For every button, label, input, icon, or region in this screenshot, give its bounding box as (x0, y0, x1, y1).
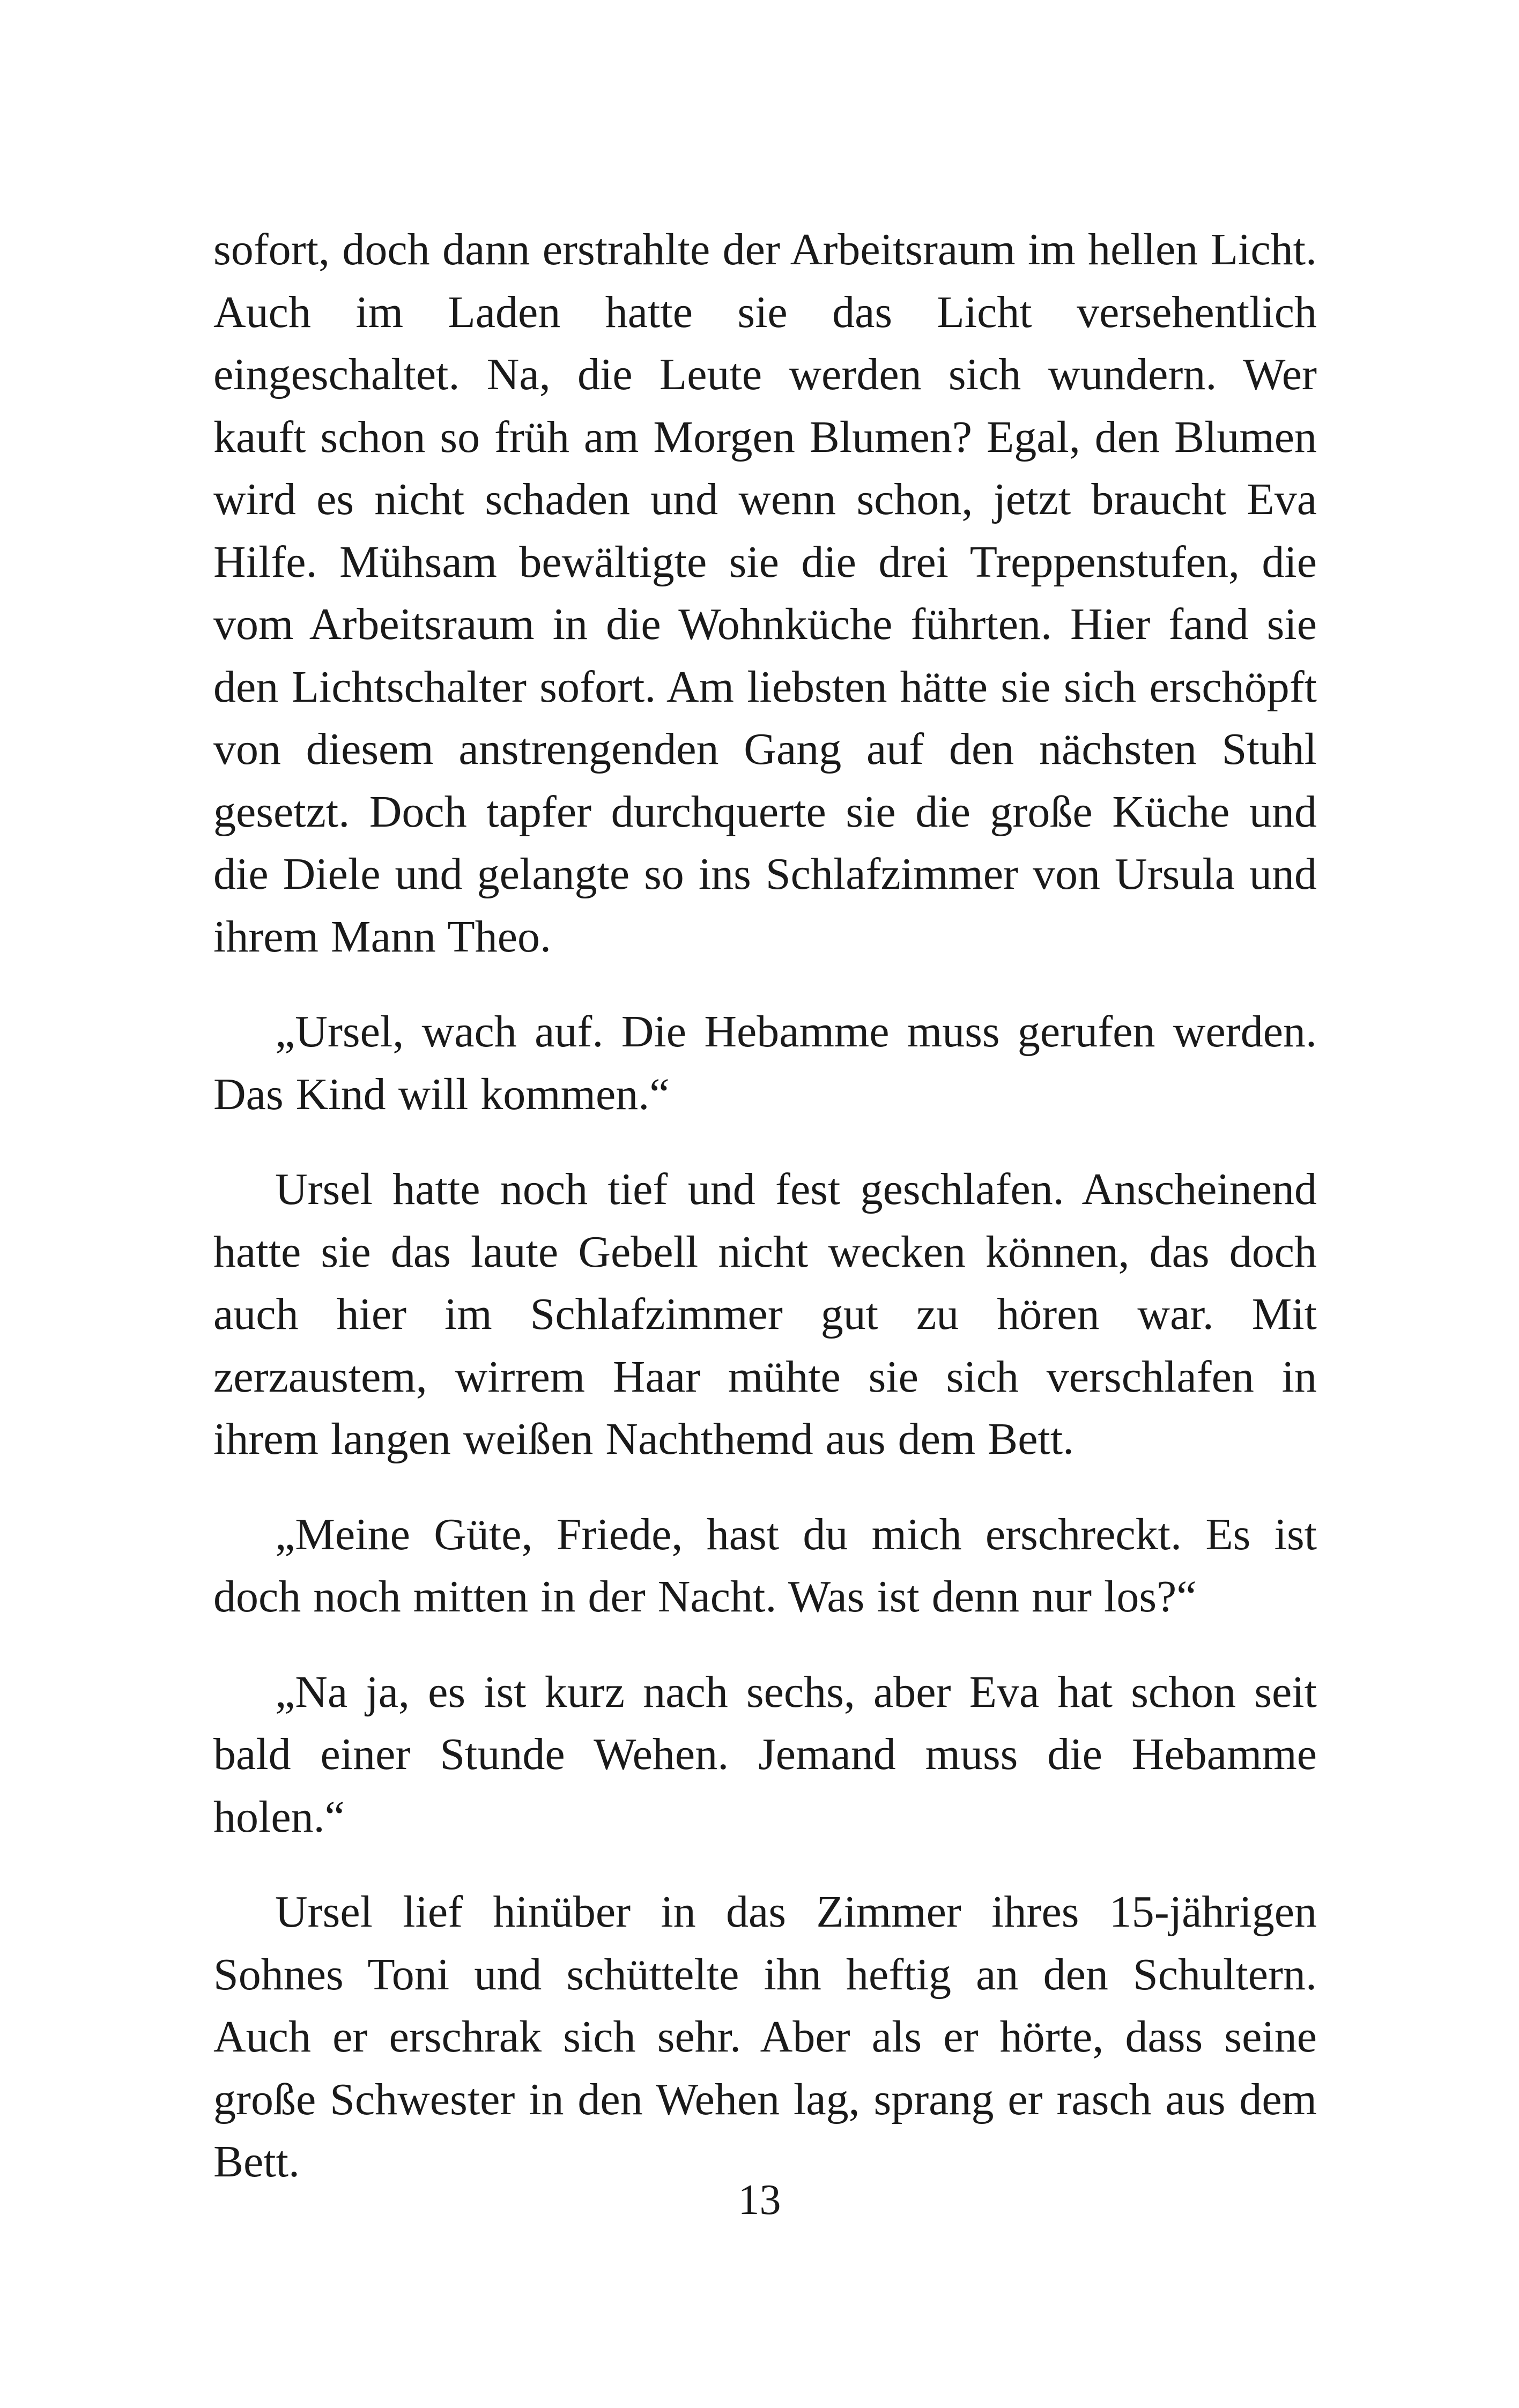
paragraph-3: Ursel hatte noch tief und fest geschlafen. Anscheinend hatte sie das laute Gebell nicht wecken können, das doch auch hier im Schlafzimmer gut zu hören war. Mit zerzaustem, wirrem Haar mühte sie sich verschlafen in ihrem langen weißen Nachthemd aus dem Bett. (213, 1164, 1317, 1464)
paragraph-4: „Meine Güte, Friede, hast du mich erschreckt. Es ist doch noch mitten in der Nacht. Was ist denn nur los?“ (213, 1509, 1317, 1622)
paragraph-1: sofort, doch dann erstrahlte der Arbeitsraum im hellen Licht. Auch im Laden hatte sie das Licht versehentlich eingeschaltet. Na, die Leute werden sich wundern. Wer kauft schon so früh am Morgen Blumen? Egal, den Blumen wird es nicht schaden und wenn schon, jetzt braucht Eva Hilfe. Mühsam bewältigte sie die drei Treppenstufen, die vom Arbeitsraum in die Wohnküche führten. Hier fand sie den Lichtschalter sofort. Am liebsten hätte sie sich erschöpft von diesem anstrengenden Gang auf den nächsten Stuhl gesetzt. Doch tapfer durchquerte sie die große Küche und die Diele und gelangte so ins Schlafzimmer von Ursula und ihrem Mann Theo. (213, 225, 1317, 962)
body-text (213, 219, 1317, 2194)
paragraph-2: „Ursel, wach auf. Die Hebamme muss gerufen werden. Das Kind will kommen.“ (213, 1007, 1317, 1119)
page-number: 13 (738, 2176, 781, 2224)
paragraph-6: Ursel lief hinüber in das Zimmer ihres 15-jährigen Sohnes Toni und schüttelte ihn heftig an den Schultern. Auch er erschrak sich sehr. Aber als er hörte, dass seine große Schwester in den Wehen lag, sprang er rasch aus dem Bett. (213, 1887, 1317, 2187)
paragraph-5: „Na ja, es ist kurz nach sechs, aber Eva hat schon seit bald einer Stunde Wehen. Jemand muss die Hebamme holen.“ (213, 1667, 1317, 1842)
